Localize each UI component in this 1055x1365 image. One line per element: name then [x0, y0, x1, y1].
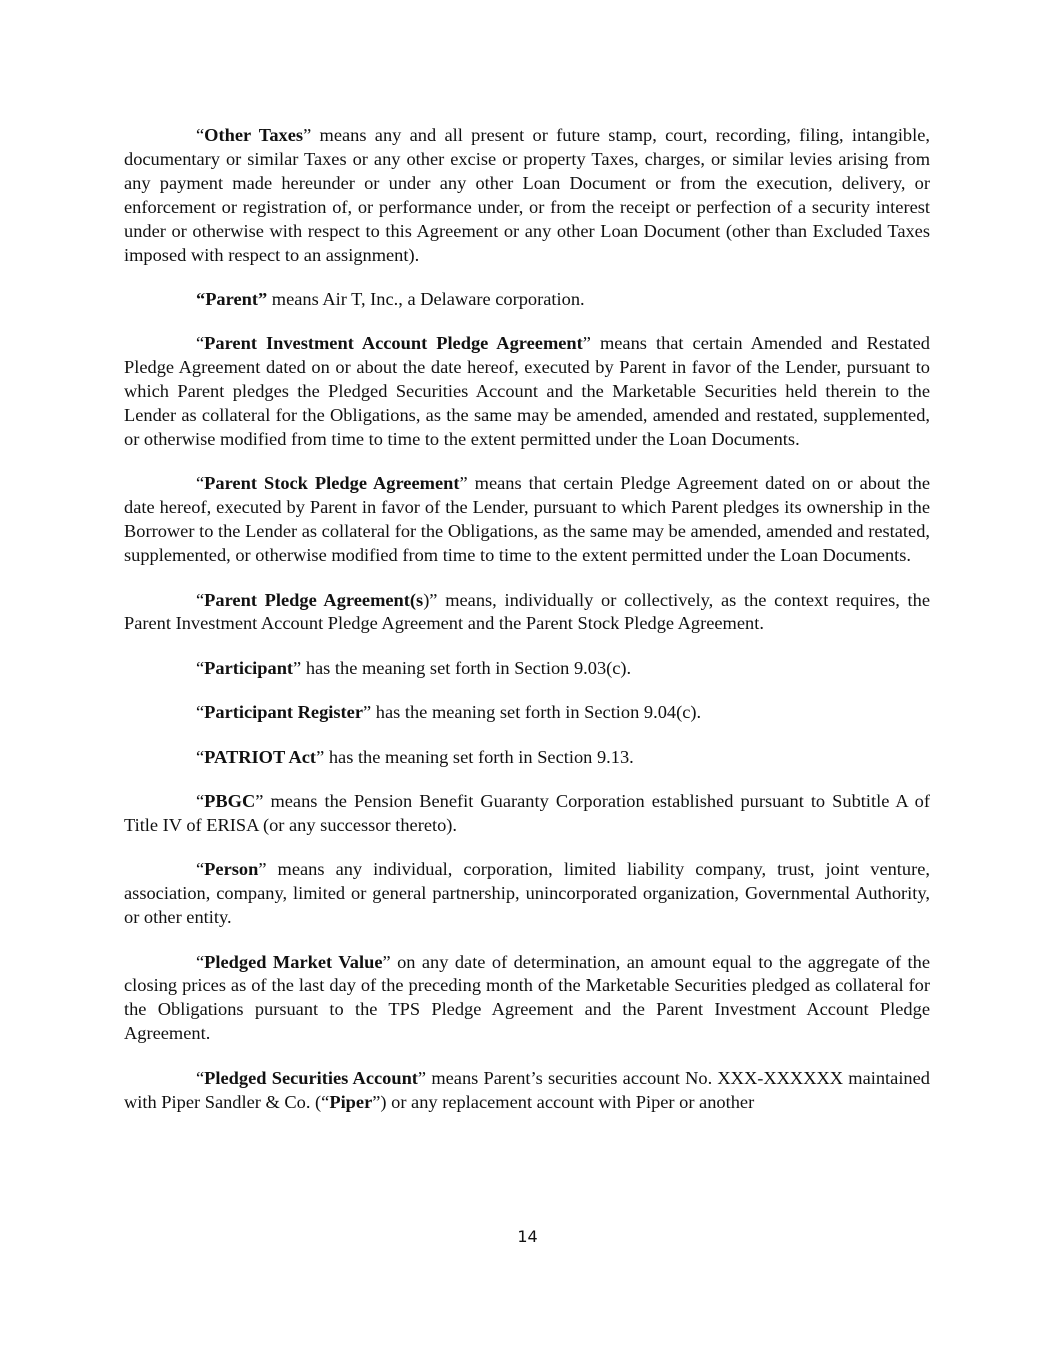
- defined-term: Pledged Market Value: [204, 951, 383, 972]
- definition-parent-stock-pledge-agreement: [124, 472, 930, 568]
- defined-term: Participant Register: [204, 702, 363, 723]
- defined-term-piper: Piper: [329, 1091, 373, 1112]
- defined-term: Other Taxes: [204, 125, 304, 145]
- close-quote: ”: [255, 791, 264, 812]
- open-quote: “: [196, 125, 205, 145]
- defined-term: PBGC: [204, 791, 256, 812]
- close-quote: ”: [363, 702, 372, 723]
- close-quote: ”: [417, 1067, 427, 1088]
- open-quote: “: [196, 791, 205, 812]
- definition-parent-investment-account-pledge-agreement: [124, 332, 930, 452]
- definition-text: has the meaning set forth in Section 9.13.: [324, 746, 634, 767]
- defined-term: Parent Pledge Agreement(s: [204, 589, 424, 610]
- definition-text: means that certain Pledge Agreement dated on or about the date hereof, executed by Parent in favor of the Lender, pursuant to which Parent pledges its ownership in the Borrower to the Lender as collateral for the Obligations, as the same may be amended, amended and restated, supplemented, or otherwise modified from time to time to the extent permitted under the Loan Documents.: [124, 473, 930, 566]
- defined-term: Participant: [204, 657, 294, 678]
- close-quote: )”: [423, 589, 438, 610]
- close-quote: ”: [303, 125, 312, 145]
- open-quote: “: [196, 657, 205, 678]
- close-quote: ”: [582, 333, 591, 354]
- page-number: 14: [517, 1227, 538, 1246]
- definition-parent: [124, 288, 930, 312]
- open-quote: “: [196, 859, 205, 880]
- definition-patriot-act: [124, 746, 930, 770]
- open-quote: “: [196, 746, 205, 767]
- defined-term: Parent Investment Account Pledge Agreement: [204, 333, 583, 354]
- defined-term: Pledged Securities Account: [204, 1067, 418, 1088]
- definition-text: means, individually or collectively, as the context requires, the Parent Investment Account Pledge Agreement and the Parent Stock Pledge Agreement.: [124, 589, 931, 634]
- defined-term: PATRIOT Act: [204, 746, 317, 767]
- defined-term: Parent Stock Pledge Agreement: [204, 473, 460, 494]
- definition-pledged-securities-account: [124, 1067, 930, 1115]
- close-quote: ”: [316, 746, 325, 767]
- open-quote: “: [196, 333, 205, 354]
- close-quote: ”: [258, 859, 267, 880]
- definition-text: means Air T, Inc., a Delaware corporation.: [267, 288, 585, 309]
- definition-participant: [124, 657, 930, 681]
- close-quote: ”: [382, 951, 391, 972]
- definition-other-taxes: [124, 124, 930, 267]
- defined-term: “Parent”: [196, 288, 268, 309]
- definition-person: [124, 858, 930, 930]
- open-quote: “: [196, 473, 205, 494]
- defined-term: Person: [204, 859, 259, 880]
- definition-text: means that certain Amended and Restated Pledge Agreement dated on or about the date hereof, executed by Parent in favor of the Lender, pursuant to which Parent pledges the Pledged Securities Account and the Marketable Securities held therein to the Lender as collateral for the Obligations, as the same may be amended, amended and restated, supplemented, or otherwise modified from time to time to the extent permitted under the Loan Documents.: [124, 333, 930, 449]
- definition-text: on any date of determination, an amount equal to the aggregate of the closing prices as of the last day of the preceding month of the Marketable Securities pledged as collateral for the Obligations pursuant to the TPS Pledge Agreement and the Parent Investment Account Pledge Agreement.: [124, 951, 930, 1044]
- definition-text: means any individual, corporation, limited liability company, trust, joint venture, association, company, limited or general partnership, unincorporated organization, Governmental Authority, or other entity.: [124, 859, 930, 928]
- definition-pbgc: [124, 790, 930, 838]
- open-quote: “: [196, 589, 205, 610]
- close-quote: ”: [293, 657, 302, 678]
- definition-text: has the meaning set forth in Section 9.03(c).: [301, 657, 632, 678]
- definition-participant-register: [124, 701, 930, 725]
- definition-parent-pledge-agreements: [124, 589, 930, 637]
- open-quote: “: [196, 951, 205, 972]
- definition-text: means Parent’s securities account No. XXX-XXXXXX maintained with Piper Sandler & Co. (“: [124, 1067, 930, 1112]
- definition-text: means the Pension Benefit Guaranty Corporation established pursuant to Subtitle A of Title IV of ERISA (or any successor thereto).: [124, 791, 930, 835]
- open-quote: “: [196, 1067, 205, 1088]
- document-page: [124, 124, 930, 1135]
- definition-text-continued: ”) or any replacement account with Piper or another: [372, 1091, 755, 1112]
- definition-pledged-market-value: [124, 951, 930, 1047]
- definition-text: has the meaning set forth in Section 9.04(c).: [371, 702, 702, 723]
- open-quote: “: [196, 702, 205, 723]
- close-quote: ”: [459, 473, 468, 494]
- definition-text: means any and all present or future stamp, court, recording, filing, intangible, documentary or similar Taxes or any other excise or property Taxes, charges, or similar levies arising from any payment made hereunder or under any other Loan Document or from the execution, delivery, or enforcement or registration of, or performance under, or from the receipt or perfection of a security interest under or otherwise with respect to this Agreement or any other Loan Document (other than Excluded Taxes imposed with respect to an assignment).: [124, 125, 930, 265]
